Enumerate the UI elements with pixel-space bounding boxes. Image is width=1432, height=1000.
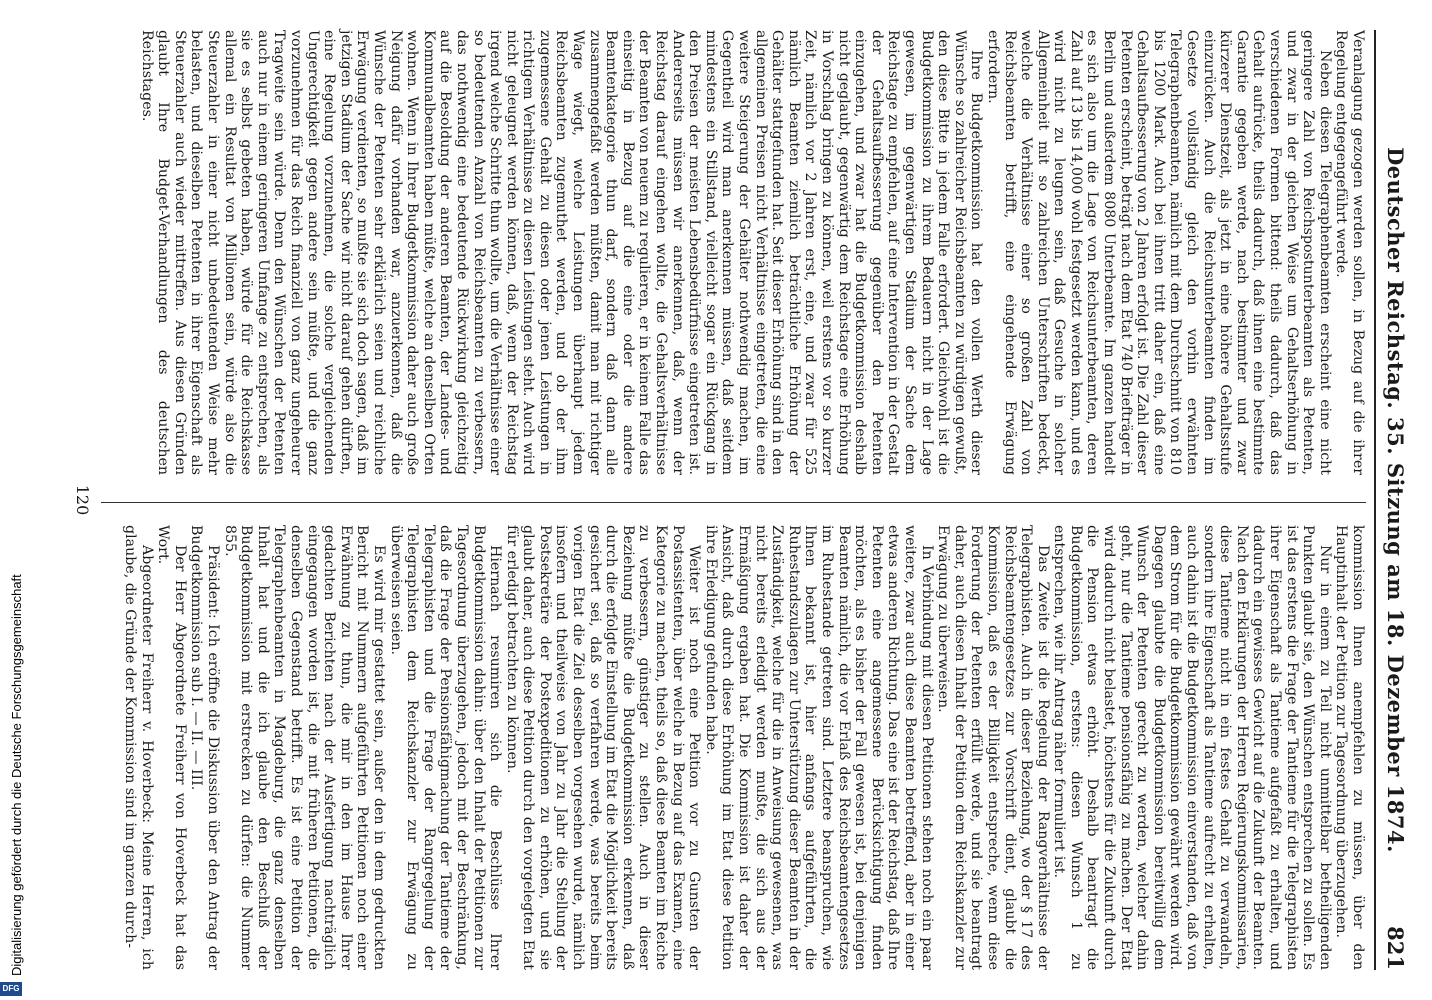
speaker-paragraph: Präsident: Ich eröffne die Diskussion über den Antrag der Budgetkommission sub I. — II. — III. (188, 525, 222, 970)
paragraph: Nur in einem zu Teil nicht unmittelbar betheiligenden Punkten glaubt sie, den Wünschen entsprechen zu sollen. Es ist das erstens die Frage der Tantieme für die Telegraphisten ihrer Eigenschaft als Tantieme aufgefaßt zu erhalten, und dadurch ein gewisses Gewicht auf die Zukunft der Beamten. Nach den Erklärungen der Herren Regierungskommissarien, diese Tantieme nicht in ein festes Gehalt zu verwandeln, sondern ihre Eigenschaft als Tantieme aufrecht zu erhalten, auch dahin ist die Budgetkommission einverstanden, daß von dem Strom für die Budgetkommission gewährt werden wird. Dagegen glaubte die Budgetkommission bereitwillig dem Wunsch der Petenten gerecht zu werden, welcher dahin geht, nur die Tantieme pensionsfähig zu machen. Der Etat wird dadurch nicht belastet, höchstens für die Zukunft durch die Pension etwas erhöht. Deshalb beantragt die Budgetkommission, erstens: diesen Wunsch 1 zu entsprechen, wie ihr Antrag näher formuliert ist. (1051, 525, 1333, 970)
right-column (121, 525, 1366, 970)
page-header (1374, 30, 1410, 970)
paragraph: kommission Ihnen anempfehlen zu müssen, über den Hauptinhalt der Petition zur Tagesordnung überzugehen. (1333, 525, 1366, 970)
paragraph: Hiernach resumiren sich die Beschlüsse Ihrer Budgetkommission dahin: über den Inhalt der Petitionen zur Tagesordnung überzugehen, jedoch mit der Beschränkung, daß die Frage der Pensionsfähigmachung der Tantieme der Telegraphisten und die Frage der Rangregelung der Telegraphisten dem Reichskanzler zur Erwägung zu überweisen seien. (387, 525, 504, 970)
newspaper-page (2, 0, 1432, 1000)
digitization-credit (10, 18, 30, 978)
speaker-paragraph: Abgeordneter Freiherr v. Hoverbeck: Meine Herren, ich glaube, die Gründe der Kommission sind im ganzen durch- (122, 525, 155, 970)
header-page-number: 821 (1383, 926, 1408, 970)
paragraph: Neben diesen Telegraphenbeamten erscheint eine nicht geringere Zahl von Reichspostunterbeamten als Petenten, und zwar in der gleichen Weise um Gehaltserhöhung in verschiedenen Formen bittend: theils dadurch, daß das Gehalt aufrücke, theils dadurch, daß ihnen eine bestimmte Garantie gegeben werde, nach bestimmter und zwar kürzerer Dienstzeit, als jetzt in eine höhere Gehaltsstufe einzurücken. Auch die Reichsunterbeamten finden im Gesetze vollständig gleich den vorhin erwähnten Telegraphenbeamten, nämlich mit dem Durchschnitt von 810 bis 1200 Mark. Auch bei ihnen tritt daher ein, daß eine Gehaltsaufbesserung von 2 Jahren erfolgt ist. Die Zahl dieser Petenten erscheint, beträgt nach dem Etat 740 Briefträger in Berlin und außerdem 8080 Unterbeamte. Im ganzen handelt es sich also um die Lage von Reichsunterbeamten, deren Zahl auf 13 bis 14,000 wohl festgesetzt werden kann, und es wird nicht zu leugnen sein, daß Gesuche in solcher Allgemeinheit mit so zahlreichen Unterschriften bedeckt, welche die Verhältnisse einer so großen Zahl von Reichsbeamten betrifft, eine eingehende Erwägung erfordern. (984, 30, 1333, 475)
column-divider (101, 502, 1366, 503)
digitization-credit-text: Digitalisierung gefördert durch die Deutsche Forschungsgemeinschaft (9, 574, 24, 976)
header-title: Deutscher Reichstag. 35. Sitzung am 18. Dezember 1874. (1383, 147, 1408, 853)
paragraph: Der Herr Abgeordnete Freiherr von Hoverbeck hat das Wort. (155, 525, 188, 970)
folio-number: 120 (73, 484, 92, 516)
paragraph: In Verbindung mit diesen Petitionen stehen noch ein paar weitere, zwar auch diese Beamten betreffend, aber in einer etwas anderen Richtung. Das eine ist der Reichstag, daß Ihre Petenten eine angemessene Berücksichtigung finden möchten, als es bisher der Fall gewesen ist, bei denjenigen Beamten nämlich, die vor Erlaß des Reichsbeamtengesetzes im Ruhestande getreten sind. Letztere beanspruchen, wie Ihnen bekannt ist, hier anfangs aufgeführten, die Ruhestandszulagen zur Unterstützung dieser Beamten in der Zuständigkeit, welche für die in Anweisung gewesenen, was nicht bereits erledigt werden mußte, die sich aus der Ermäßigung ergaben hat. Die Kommission ist daher der Ansicht, daß durch diese Erhöhung im Etat diese Petition ihre Erledigung gefunden habe. (702, 525, 935, 970)
paragraph: Das Zweite ist die Regelung der Rangverhältnisse der Telegraphisten. Auch in dieser Beziehung, wo der § 17 des Reichsbeamtengesetzes zur Vorschrift dient, glaubt die Kommission, daß es der Billigkeit entspreche, wenn diese Forderung der Petenten erfüllt werde, und sie beantragt daher, auch diesen Inhalt der Petition dem Reichskanzler zur Erwägung zu überweisen. (935, 525, 1051, 970)
paragraph: Ihre Budgetkommission hat den vollen Werth dieser Wünsche so zahlreicher Reichsbeamten zu würdigen gewußt, den diese Bitte in jedem Falle erfordert. Gleichwohl ist die Budgetkommission zu ihrem Bedauern nicht in der Lage gewesen, im gegenwärtigen Stadium der Sache dem Reichstage zu empfehlen, auf eine Intervention in der Gestalt der Gehaltsaufbesserung gegenüber den Petenten einzugehen, und zwar hat die Budgetkommission deshalb nicht geglaubt, gegenwärtig dem Reichstage eine Erhöhung in Vorschlag bringen zu können, weil erstens vor so kurzer Zeit, nämlich vor 2 Jahren erst, eine, und zwar für 525 nämlich Beamten ziemlich beträchtliche Erhöhung der Gehälter stattgefunden hat. Seit dieser Erhöhung sind in den allgemeinen Preisen nicht Verhältnisse eingetreten, die eine weitere Steigerung der Gehälter nothwendig machen, im Gegentheil wird man anerkennen müssen, daß seitdem mindestens ein Stillstand, vielleicht sogar ein Rückgang in den Preisen der meisten Lebensbedürfnisse eingetreten ist. Andererseits müssen wir anerkennen, daß, wenn der Reichstag darauf eingehen wollte, die Gehaltsverhältnisse der Beamten von neuem zu regulieren, er in keinem Falle das einseitig in Bezug auf die eine oder die andere Beamtenkategorie thun darf, sondern daß dann alle zusammengefaßt werden müßten, damit man mit richtiger Wage wiegt, welche Leistungen überhaupt jedem Reichsbeamten zugemuthet werden, und ob der ihm zugemessene Gehalt zu diesen oder jenen Leistungen in richtigem Verhältnisse zu diesen Leistungen steht. Auch wird nicht geleugnet werden können, daß, wenn der Reichstag irgend welche Schritte thun wollte, um die Verhältnisse einer so bedeutenden Anzahl von Reichsbeamten zu verbessern, das nothwendig eine bedeutende Rückwirkung gleichzeitig auf die Besoldung der anderen Beamten, der Landes- und Kommunalbeamten haben müßte, welche an denselben Orten wohnen. Wenn in Ihrer Budgetkommission daher auch große Neigung dafür vorhanden war, anzuerkennen, daß die Wünsche der Petenten sehr erklärlich seien und reichliche Erwägung verdienten, so mußte sie sich doch sagen, daß im jetzigen Stadium der Sache wir nicht darauf gehen dürften, eine Regelung vorzunehmen, die solche vergleichenden Ungerechtigkeit gegen andere sein müßte, und die ganz vorzunehmen für das Reich finanziell von ganz ungeheurer Tragweite sein würde. Denn den Wünschen der Petenten auch nur in einem geringeren Umfange zu entsprechen, als sie es selbst gebeten haben, würde für die Reichskasse allemal ein Resultat von Millionen sein, würde also die Steuerzahler in einer nicht unbedeutenden Weise mehr belasten, und dieselben Petenten in ihrer Eigenschaft als Steuerzahler auch wieder mittreffen. Aus diesen Gründen glaubt Ihre Budget-Verhandlungen des deutschen Reichstages. (138, 30, 985, 475)
paragraph: Weiter ist noch eine Petition vor zu Gunsten der Postassistenten, über welche in Bezug auf das Examen, eine Kategorie zu machen, theils so, daß diese Beamten im Reiche zu verbessern, günstiger zu stellen. Auch in dieser Beziehung müßte die Budgetkommission erkennen, daß durch die erfolgte Einstellung im Etat die Möglichkeit bereits gesichert sei, daß so verfahren werde, was bereits beim vorigen Etat die Ziel desselben vorgesehen wurde, nämlich insofern und theilweise von Jahr zu Jahr die Stellung der Postsekretäre der Postexpeditionen zu erhöhen, und sie glaubt daher, auch diese Petition durch den vorgelegten Etat für erledigt betrachten zu können. (503, 525, 703, 970)
left-column (138, 30, 1366, 475)
paragraph: Veranlagung gezogen werden sollen, in Bezug auf die ihrer Regelung entgegengeführt werde. (1333, 30, 1366, 475)
paragraph: Es wird mir gestattet sein, außer den in dem gedruckten Bericht mit Nummern aufgeführten Petitionen noch einer Erwähnung zu thun, die mir in den im Hause Ihrer gedachten Berichten nach der Ausfertigung nachträglich eingegangen worden ist, die mit früheren Petitionen, die denselben Gegenstand betrifft. Es ist eine Petition der Telegraphenbeamten in Magdeburg, die ganz denselben Inhalt hat und die ich glaube den Beschluß der Budgetkommission mit erstrecken zu dürfen: die Nummer 855. (221, 525, 387, 970)
dfg-logo: DFG (0, 982, 22, 996)
